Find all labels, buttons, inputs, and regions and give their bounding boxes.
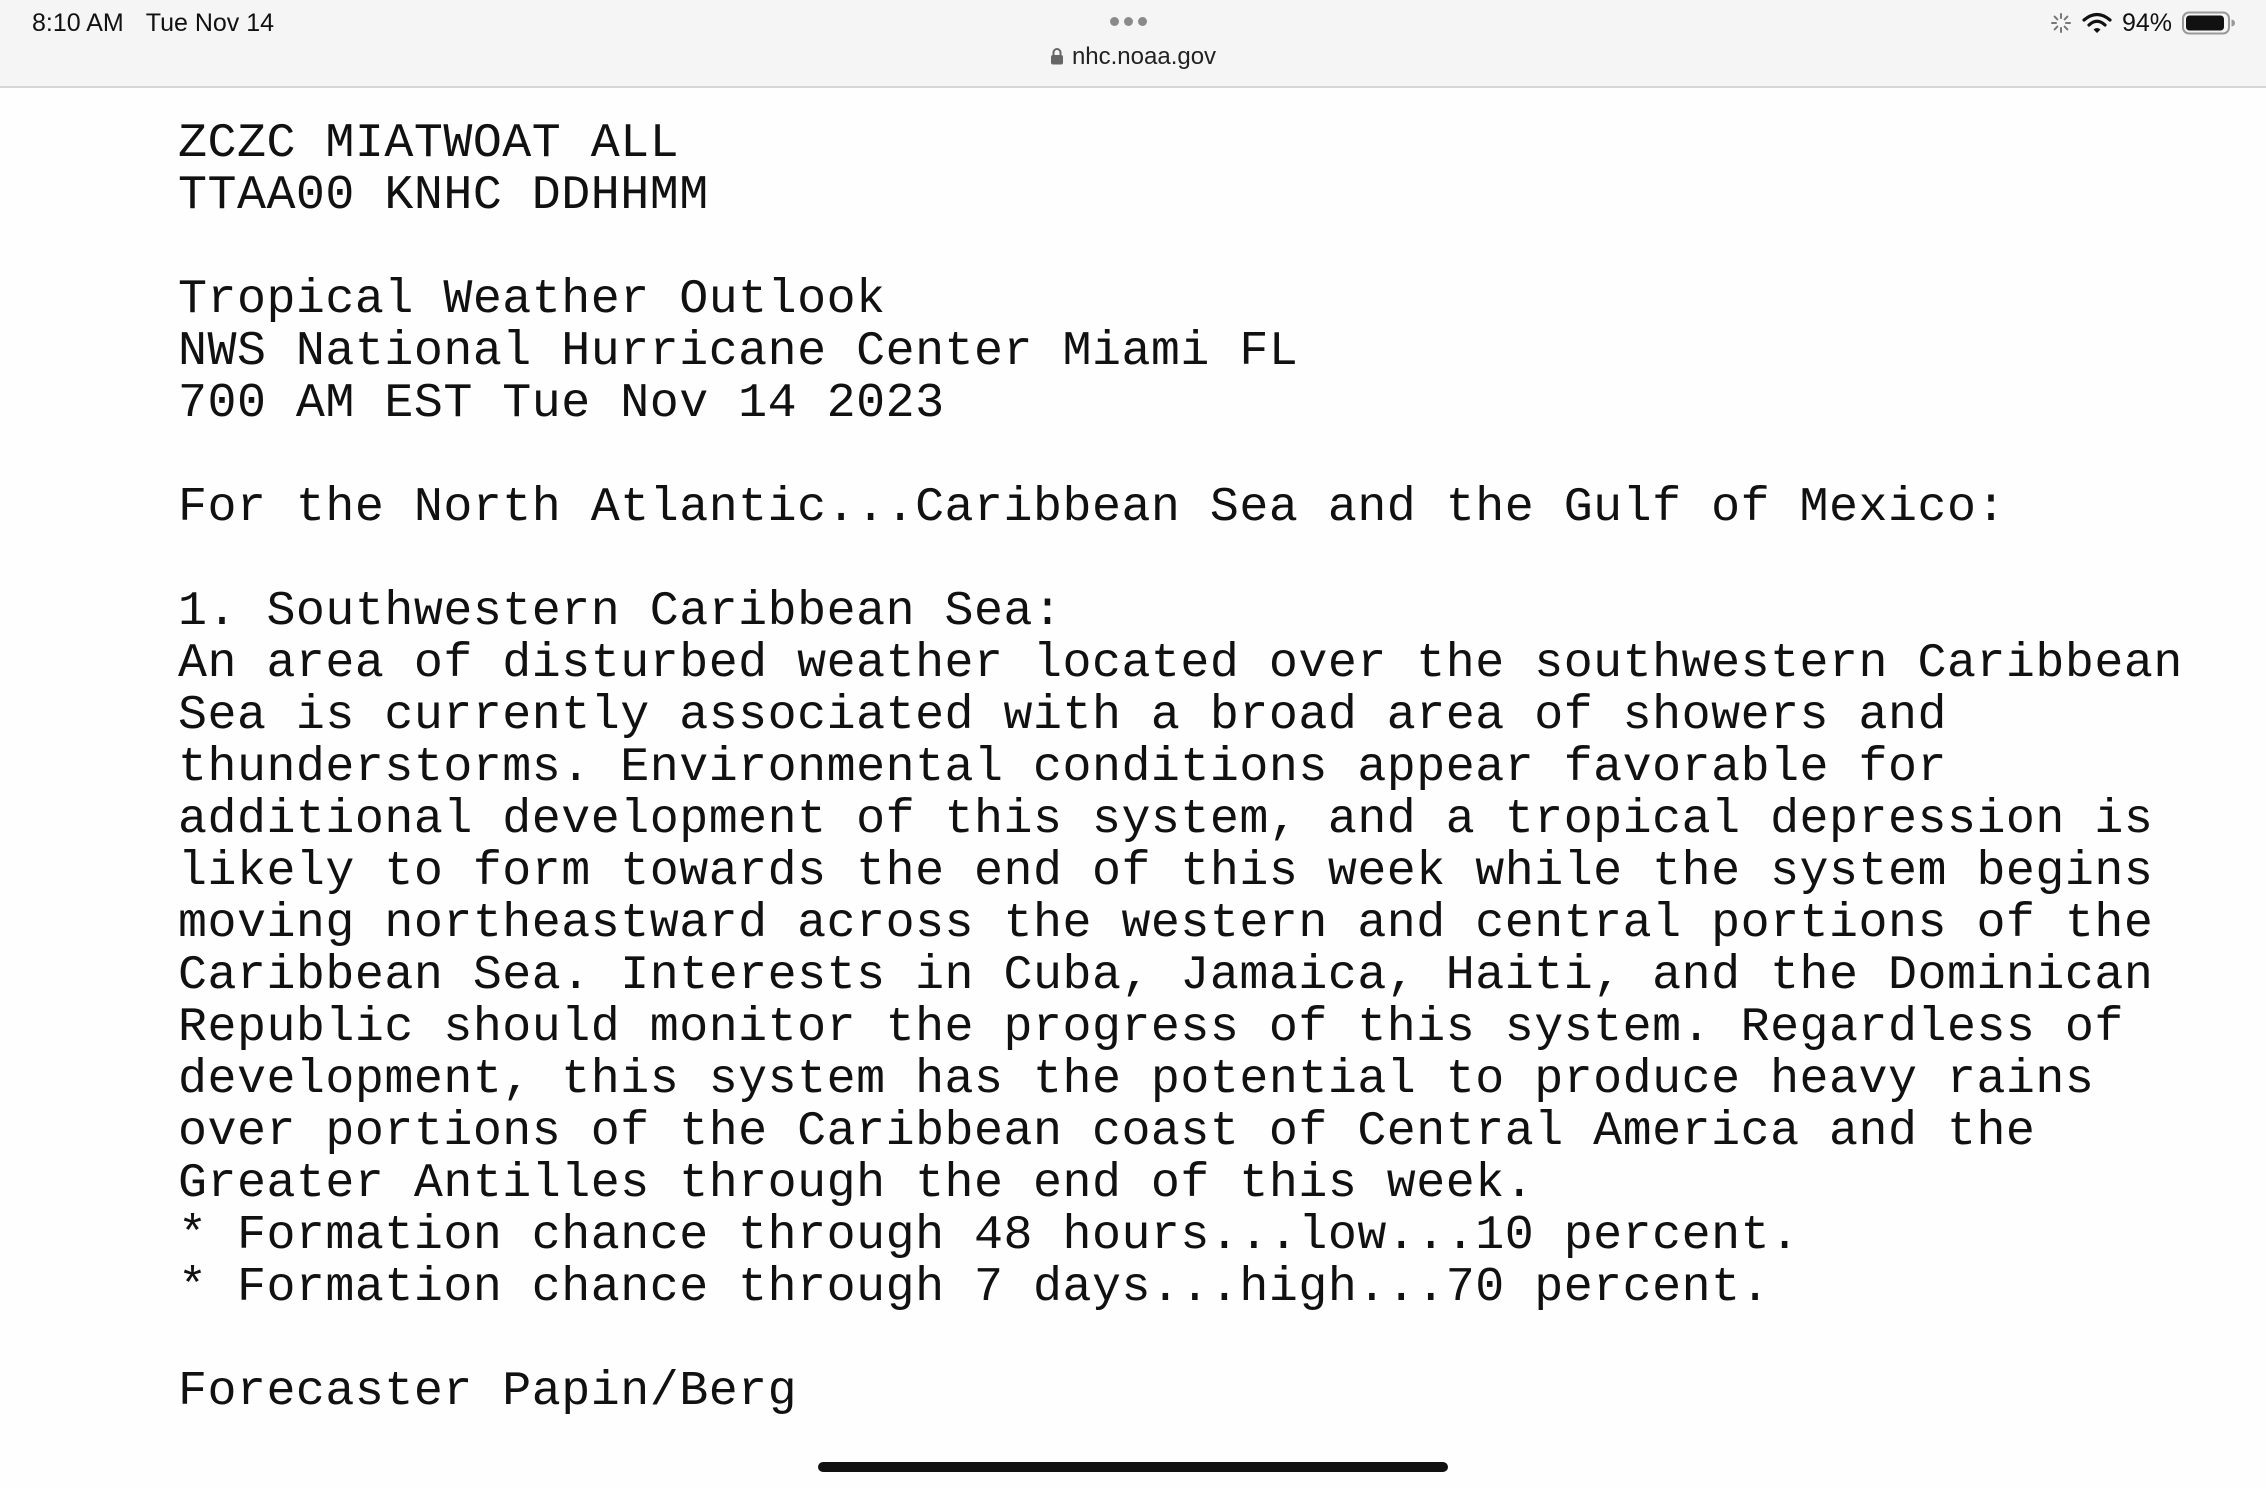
- blank-line: [178, 222, 2218, 274]
- battery-percent: 94%: [2121, 9, 2172, 37]
- formation-chance-48h: * Formation chance through 48 hours...low...10 percent.: [178, 1208, 1800, 1263]
- body-line: An area of disturbed weather located over the southwestern Caribbean: [178, 636, 2183, 691]
- body-line: development, this system has the potential to produce heavy rains: [178, 1052, 2095, 1107]
- status-right: [2050, 8, 2236, 38]
- header-line-2: TTAA00 KNHC DDHHMM: [178, 168, 709, 223]
- issue-time: 700 AM EST Tue Nov 14 2023: [178, 376, 945, 431]
- issuing-office: NWS National Hurricane Center Miami FL: [178, 324, 1299, 379]
- outlook-document: [178, 118, 2218, 1418]
- region-line: For the North Atlantic...Caribbean Sea and the Gulf of Mexico:: [178, 480, 2006, 535]
- body-line: likely to form towards the end of this week while the system begins: [178, 844, 2154, 899]
- address-bar[interactable]: [0, 42, 2266, 72]
- document-title: Tropical Weather Outlook: [178, 272, 886, 327]
- body-line: thunderstorms. Environmental conditions appear favorable for: [178, 740, 1947, 795]
- body-line: additional development of this system, and a tropical depression is: [178, 792, 2154, 847]
- body-line: Sea is currently associated with a broad area of showers and: [178, 688, 1947, 743]
- body-line: over portions of the Caribbean coast of Central America and the: [178, 1104, 2036, 1159]
- body-line: Caribbean Sea. Interests in Cuba, Jamaica, Haiti, and the Dominican: [178, 948, 2154, 1003]
- blank-line: [178, 430, 2218, 482]
- item-heading: 1. Southwestern Caribbean Sea:: [178, 584, 1063, 639]
- status-date: Tue Nov 14: [145, 9, 275, 37]
- loading-spinner-icon: [2050, 12, 2072, 34]
- status-left: [32, 8, 274, 38]
- status-time: 8:10 AM: [32, 9, 124, 37]
- formation-chance-7d: * Formation chance through 7 days...high...70 percent.: [178, 1260, 1771, 1315]
- browser-top-bar: [0, 0, 2266, 88]
- header-line-1: ZCZC MIATWOAT ALL: [178, 116, 680, 171]
- home-indicator[interactable]: [818, 1462, 1448, 1472]
- lock-icon: [1050, 47, 1064, 65]
- battery-icon: [2182, 11, 2236, 35]
- more-dots-icon[interactable]: [1110, 17, 1147, 26]
- forecaster-line: Forecaster Papin/Berg: [178, 1364, 798, 1419]
- body-line: Greater Antilles through the end of this week.: [178, 1156, 1535, 1211]
- blank-line: [178, 1314, 2218, 1366]
- wifi-icon: [2082, 12, 2112, 34]
- blank-line: [178, 534, 2218, 586]
- body-line: moving northeastward across the western and central portions of the: [178, 896, 2154, 951]
- url-text: nhc.noaa.gov: [1071, 43, 1217, 70]
- body-line: Republic should monitor the progress of this system. Regardless of: [178, 1000, 2124, 1055]
